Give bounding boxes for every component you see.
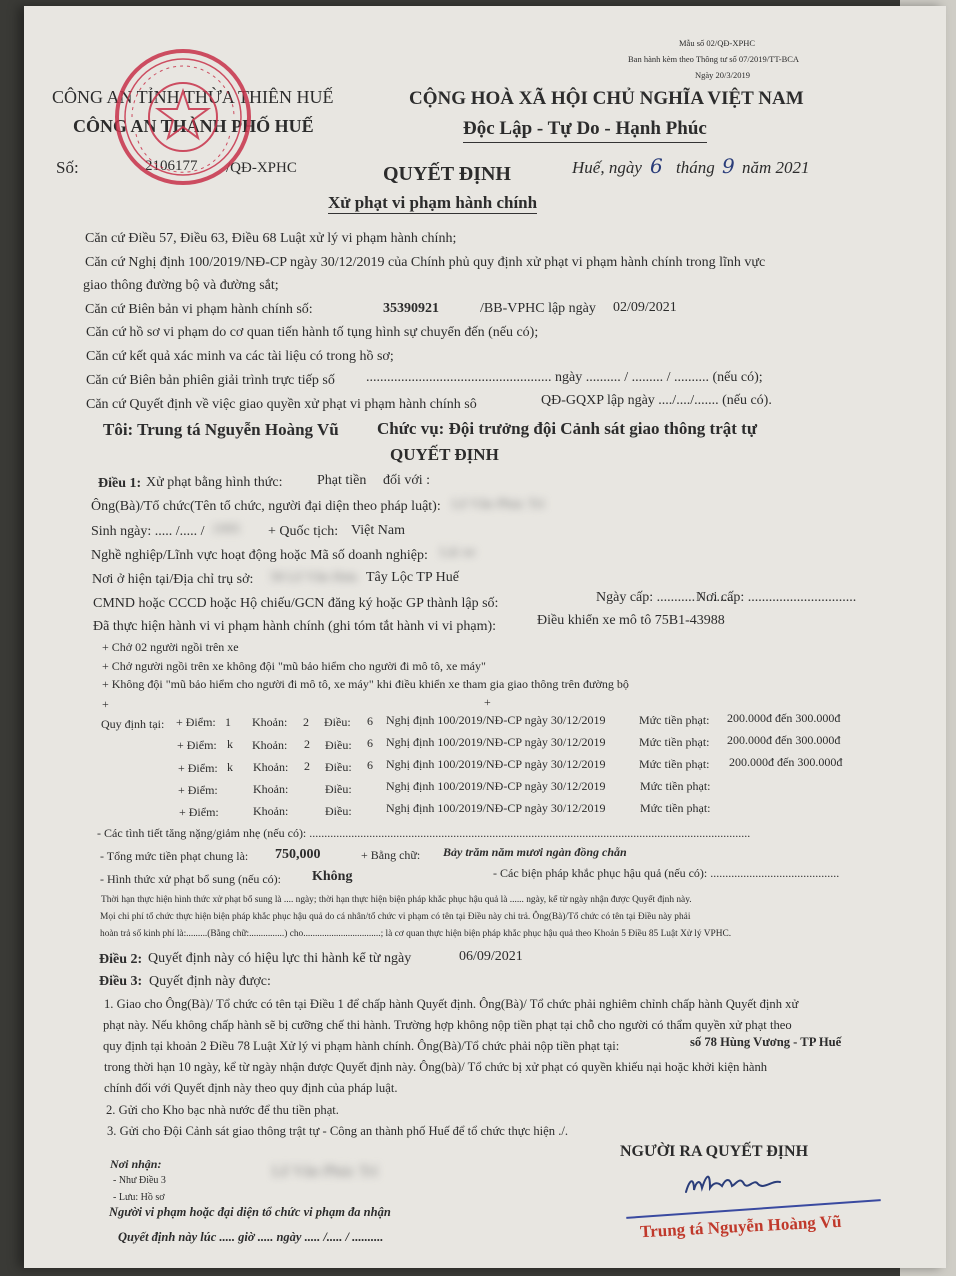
- year-label: năm 2021: [742, 158, 810, 177]
- ground-6a: Căn cứ Biên bản phiên giải trình trực tiếp số: [86, 373, 335, 388]
- country-motto: Độc Lập - Tự Do - Hạnh Phúc: [463, 118, 707, 143]
- rule-clause-label: Khoản:: [253, 804, 289, 818]
- violation-plus-extra: +: [484, 695, 491, 709]
- article-1-head: Điều 1:: [98, 476, 142, 491]
- additional-penalty-label: - Hình thức xử phạt bổ sung (nếu có):: [100, 872, 281, 886]
- rule-fine-label: Mức tiền phạt:: [640, 801, 711, 815]
- note-line-1: Thời hạn thực hiện hình thức xử phạt bổ sung là .... ngày; thời hạn thực hiện biện pháp khắc phục hậu quả là ...... ngày, kể từ ngày nhận được Quyết định này.: [101, 895, 692, 905]
- violation-record-date: 02/09/2021: [613, 300, 677, 315]
- ground-6b: ..................................................... ngày .......... / ......... / .......... (nếu có);: [366, 370, 763, 385]
- ground-5: Căn cứ kết quả xác minh va các tài liệu có trong hồ sơ;: [86, 349, 394, 364]
- rule-decree: Nghị định 100/2019/NĐ-CP ngày 30/12/2019: [386, 735, 606, 749]
- article-2-text: Quyết định này có hiệu lực thi hành kể từ ngày: [148, 951, 412, 966]
- article-3-p1b: phạt này. Nếu không chấp hành sẽ bị cưỡng chế thi hành. Trường hợp không nộp tiền phạt tại chỗ cho người có thẩm quyền xử phạt theo: [103, 1018, 792, 1032]
- aggravating-line: - Các tình tiết tăng nặng/giảm nhẹ (nếu có): ...................................................................................................................................................: [97, 826, 751, 840]
- decide-heading: QUYẾT ĐỊNH: [390, 445, 499, 464]
- official-seal: [112, 46, 254, 188]
- person-name-blurred: Lê Văn Phúc Trí: [452, 497, 545, 512]
- person-label: Ông(Bà)/Tổ chức(Tên tổ chức, người đại diện theo pháp luật):: [91, 499, 441, 514]
- ground-3-mid: /BB-VPHC lập ngày: [480, 301, 596, 316]
- total-fine-label: - Tổng mức tiền phạt chung là:: [100, 849, 249, 863]
- in-words-value: Bảy trăm năm mươi ngàn đồng chẵn: [443, 845, 627, 859]
- agency-line-2: CÔNG AN THÀNH PHỐ HUẾ: [73, 116, 314, 136]
- article-3-p1d: trong thời hạn 10 ngày, kể từ ngày nhận được Quyết định này. Ông(bà)/ Tổ chức bị xử phạt có quyền khiếu nại hoặc khởi kiện hành: [104, 1060, 768, 1074]
- issue-month: 9: [722, 154, 735, 178]
- decision-subtitle: Xử phạt vi phạm hành chính: [328, 193, 538, 212]
- rule-fine-label: Mức tiền phạt:: [639, 735, 710, 749]
- rule-clause-label: Khoản:: [252, 715, 288, 729]
- address-blurred: 58 Lê Văn Hưu: [270, 570, 358, 585]
- nationality-label: + Quốc tịch:: [268, 524, 339, 539]
- rule-point-label: + Điểm:: [176, 715, 216, 729]
- country-name: CỘNG HOÀ XÃ HỘI CHỦ NGHĨA VIỆT NAM: [409, 88, 804, 109]
- occupation-blurred: Lái xe: [440, 545, 476, 560]
- penalty-for-label: đối với :: [383, 473, 431, 488]
- rules-label: Quy định tại:: [101, 717, 165, 731]
- violation-2: + Chở người ngồi trên xe không đội "mũ bảo hiểm cho người đi mô tô, xe máy": [102, 659, 486, 673]
- rule-article-label: Điều:: [325, 782, 352, 796]
- rule-clause-label: Khoản:: [253, 782, 289, 796]
- article-3-p1a: 1. Giao cho Ông(Bà)/ Tổ chức có tên tại Điều 1 để chấp hành Quyết định. Ông(Bà)/ Tổ chức phải nghiêm chỉnh chấp hành Quyết định xử: [104, 997, 799, 1011]
- recipient-1: - Như Điều 3: [113, 1175, 166, 1186]
- violator-acknowledgement: Người vi phạm hoặc đại diện tổ chức vi phạm đa nhận: [109, 1205, 391, 1219]
- penalty-form-label: Xử phạt bằng hình thức:: [146, 475, 283, 490]
- article-3-text: Quyết định này được:: [149, 974, 271, 989]
- officer-name: Tôi: Trung tá Nguyễn Hoàng Vũ: [103, 420, 339, 439]
- form-issued-with: Ban hành kèm theo Thông tư số 07/2019/TT-BCA: [628, 54, 800, 64]
- rule-clause: 2: [304, 737, 310, 751]
- article-3-head: Điều 3:: [99, 974, 143, 989]
- address-label: Nơi ở hiện tại/Địa chỉ trụ sở:: [92, 572, 254, 587]
- rule-article: 6: [367, 736, 373, 750]
- place-date-label: Huế, ngày: [572, 158, 642, 177]
- violation-4: +: [102, 697, 109, 711]
- id-label: CMND hoặc CCCD hoặc Hộ chiếu/GCN đăng ký hoặc GP thành lập số:: [93, 596, 499, 611]
- address-value: Tây Lộc TP Huế: [366, 570, 459, 585]
- rule-fine-label: Mức tiền phạt:: [639, 713, 710, 727]
- agency-line-1: CÔNG AN TỈNH THỪA THIÊN HUẾ: [52, 87, 334, 107]
- decision-number-suffix: /QĐ-XPHC: [226, 160, 297, 176]
- violation-1: + Chở 02 người ngồi trên xe: [102, 640, 239, 654]
- signer-name: Trung tá Nguyễn Hoàng Vũ: [639, 1211, 842, 1242]
- act-value: Điều khiển xe mô tô 75B1-43988: [537, 613, 725, 628]
- rule-clause-label: Khoản:: [252, 738, 288, 752]
- rule-article: 6: [367, 758, 373, 772]
- officer-position: Chức vụ: Đội trưởng đội Cảnh sát giao thông trật tự: [377, 419, 758, 438]
- article-3-p2: 2. Gửi cho Kho bạc nhà nước để thu tiền phạt.: [106, 1103, 339, 1117]
- rule-fine-label: Mức tiền phạt:: [640, 779, 711, 793]
- decision-number-label: Số:: [56, 158, 79, 177]
- rule-article-label: Điều:: [325, 760, 352, 774]
- ground-4: Căn cứ hồ sơ vi phạm do cơ quan tiến hành tố tụng hình sự chuyển đến (nếu có);: [86, 325, 539, 340]
- ground-1: Căn cứ Điều 57, Điều 63, Điều 68 Luật xử lý vi phạm hành chính;: [85, 231, 457, 246]
- ground-2a: Căn cứ Nghị định 100/2019/NĐ-CP ngày 30/12/2019 của Chính phủ quy định xử phạt vi phạm hành chính trong lĩnh vực: [85, 255, 766, 270]
- rule-decree: Nghị định 100/2019/NĐ-CP ngày 30/12/2019: [386, 757, 606, 771]
- issue-day: 6: [650, 154, 663, 178]
- rule-point-label: + Điểm:: [179, 805, 219, 819]
- rule-article-label: Điều:: [324, 715, 351, 729]
- article-3-p1e: chính đối với Quyết định này theo quy định của pháp luật.: [104, 1081, 398, 1095]
- rule-clause: 2: [303, 715, 309, 729]
- occupation-label: Nghề nghiệp/Lĩnh vực hoạt động hoặc Mã số doanh nghiệp:: [91, 548, 428, 563]
- id-issue-place: Nơi cấp: ...............................: [696, 590, 857, 605]
- rule-point-label: + Điểm:: [177, 738, 217, 752]
- ground-3-label: Căn cứ Biên bản vi phạm hành chính số:: [85, 302, 313, 317]
- total-fine-value: 750,000: [275, 847, 321, 862]
- decision-title: QUYẾT ĐỊNH: [383, 163, 511, 185]
- received-time: Quyết định này lúc ..... giờ ..... ngày ..... /..... / ..........: [118, 1230, 384, 1244]
- remedy-line: - Các biện pháp khắc phục hậu quả (nếu có): ...........................................: [493, 866, 840, 880]
- signer-title: NGƯỜI RA QUYẾT ĐỊNH: [620, 1143, 809, 1160]
- rule-point: k: [227, 737, 233, 751]
- rule-decree: Nghị định 100/2019/NĐ-CP ngày 30/12/2019: [386, 801, 606, 815]
- rule-clause: 2: [304, 759, 310, 773]
- violation-record-number: 35390921: [383, 301, 439, 316]
- rule-fine: 200.000đ đến 300.000đ: [727, 711, 841, 725]
- id-issue-date: Ngày cấp: ........... / ........: [596, 590, 735, 605]
- blurred-signature: Lê Văn Phúc Trí: [272, 1163, 378, 1180]
- rule-article-label: Điều:: [325, 738, 352, 752]
- penalty-form-value: Phạt tiền: [317, 473, 367, 488]
- rule-fine: 200.000đ đến 300.000đ: [727, 733, 841, 747]
- article-3-p3: 3. Gửi cho Đội Cảnh sát giao thông trật tự - Công an thành phố Huế để tổ chức thực hiện ./.: [107, 1124, 569, 1138]
- rule-point-label: + Điểm:: [178, 783, 218, 797]
- dob-label: Sinh ngày: ..... /..... /: [91, 524, 205, 539]
- rule-fine: 200.000đ đến 300.000đ: [729, 755, 843, 769]
- handwritten-signature: [680, 1164, 800, 1204]
- note-line-3: hoàn trả số kinh phí là:.........(Bằng chữ:...............) cho.................................; là cơ quan thực hiện biện pháp khắc phục hậu quả theo Khoản 5 Điều 85 Luật Xử lý VPHC.: [100, 929, 732, 939]
- month-label: tháng: [676, 158, 715, 177]
- ground-2b: giao thông đường bộ và đường sắt;: [83, 278, 279, 293]
- in-words-label: + Bằng chữ:: [361, 848, 421, 862]
- rule-decree: Nghị định 100/2019/NĐ-CP ngày 30/12/2019: [386, 713, 606, 727]
- act-label: Đã thực hiện hành vi vi phạm hành chính (ghi tóm tắt hành vi vi phạm):: [93, 619, 497, 634]
- rule-point-label: + Điểm:: [178, 761, 218, 775]
- recipients-label: Nơi nhận:: [110, 1157, 162, 1171]
- rule-article-label: Điều:: [325, 804, 352, 818]
- form-code: Mẫu số 02/QĐ-XPHC: [679, 38, 756, 48]
- rule-article: 6: [367, 714, 373, 728]
- violation-3: + Không đội "mũ bảo hiểm cho người đi mô tô, xe máy" khi điều khiển xe tham gia giao thông trên đường bộ: [102, 677, 629, 691]
- rule-point: k: [227, 760, 233, 774]
- rule-clause-label: Khoản:: [253, 760, 289, 774]
- rule-decree: Nghị định 100/2019/NĐ-CP ngày 30/12/2019: [386, 779, 606, 793]
- payment-place: số 78 Hùng Vương - TP Huế: [690, 1035, 842, 1049]
- effective-date: 06/09/2021: [459, 949, 523, 964]
- additional-penalty-value: Không: [312, 869, 353, 884]
- article-3-p1c: quy định tại khoản 2 Điều 78 Luật Xử lý vi phạm hành chính. Ông(Bà)/Tổ chức phải nộp tiền phạt tại:: [103, 1039, 620, 1053]
- nationality-value: Việt Nam: [351, 523, 405, 538]
- rule-fine-label: Mức tiền phạt:: [639, 757, 710, 771]
- ground-7b: QĐ-GQXP lập ngày ..../..../....... (nếu có).: [541, 393, 772, 408]
- decision-number: 2106177: [145, 158, 198, 174]
- dob-year-blurred: 1995: [212, 522, 240, 537]
- article-2-head: Điều 2:: [99, 952, 143, 967]
- rule-point: 1: [225, 715, 231, 729]
- recipient-2: - Lưu: Hồ sơ: [113, 1192, 165, 1203]
- note-line-2: Mọi chi phí tổ chức thực hiện biện pháp khắc phục hậu quả do cá nhân/tổ chức vi phạm có tên tại Điều này chi trả. Ông(Bà)/Tổ chức có tên tại Điều này phải: [100, 912, 691, 922]
- ground-7a: Căn cứ Quyết định về việc giao quyền xử phạt vi phạm hành chính sô: [86, 397, 477, 412]
- form-date: Ngày 20/3/2019: [695, 70, 751, 80]
